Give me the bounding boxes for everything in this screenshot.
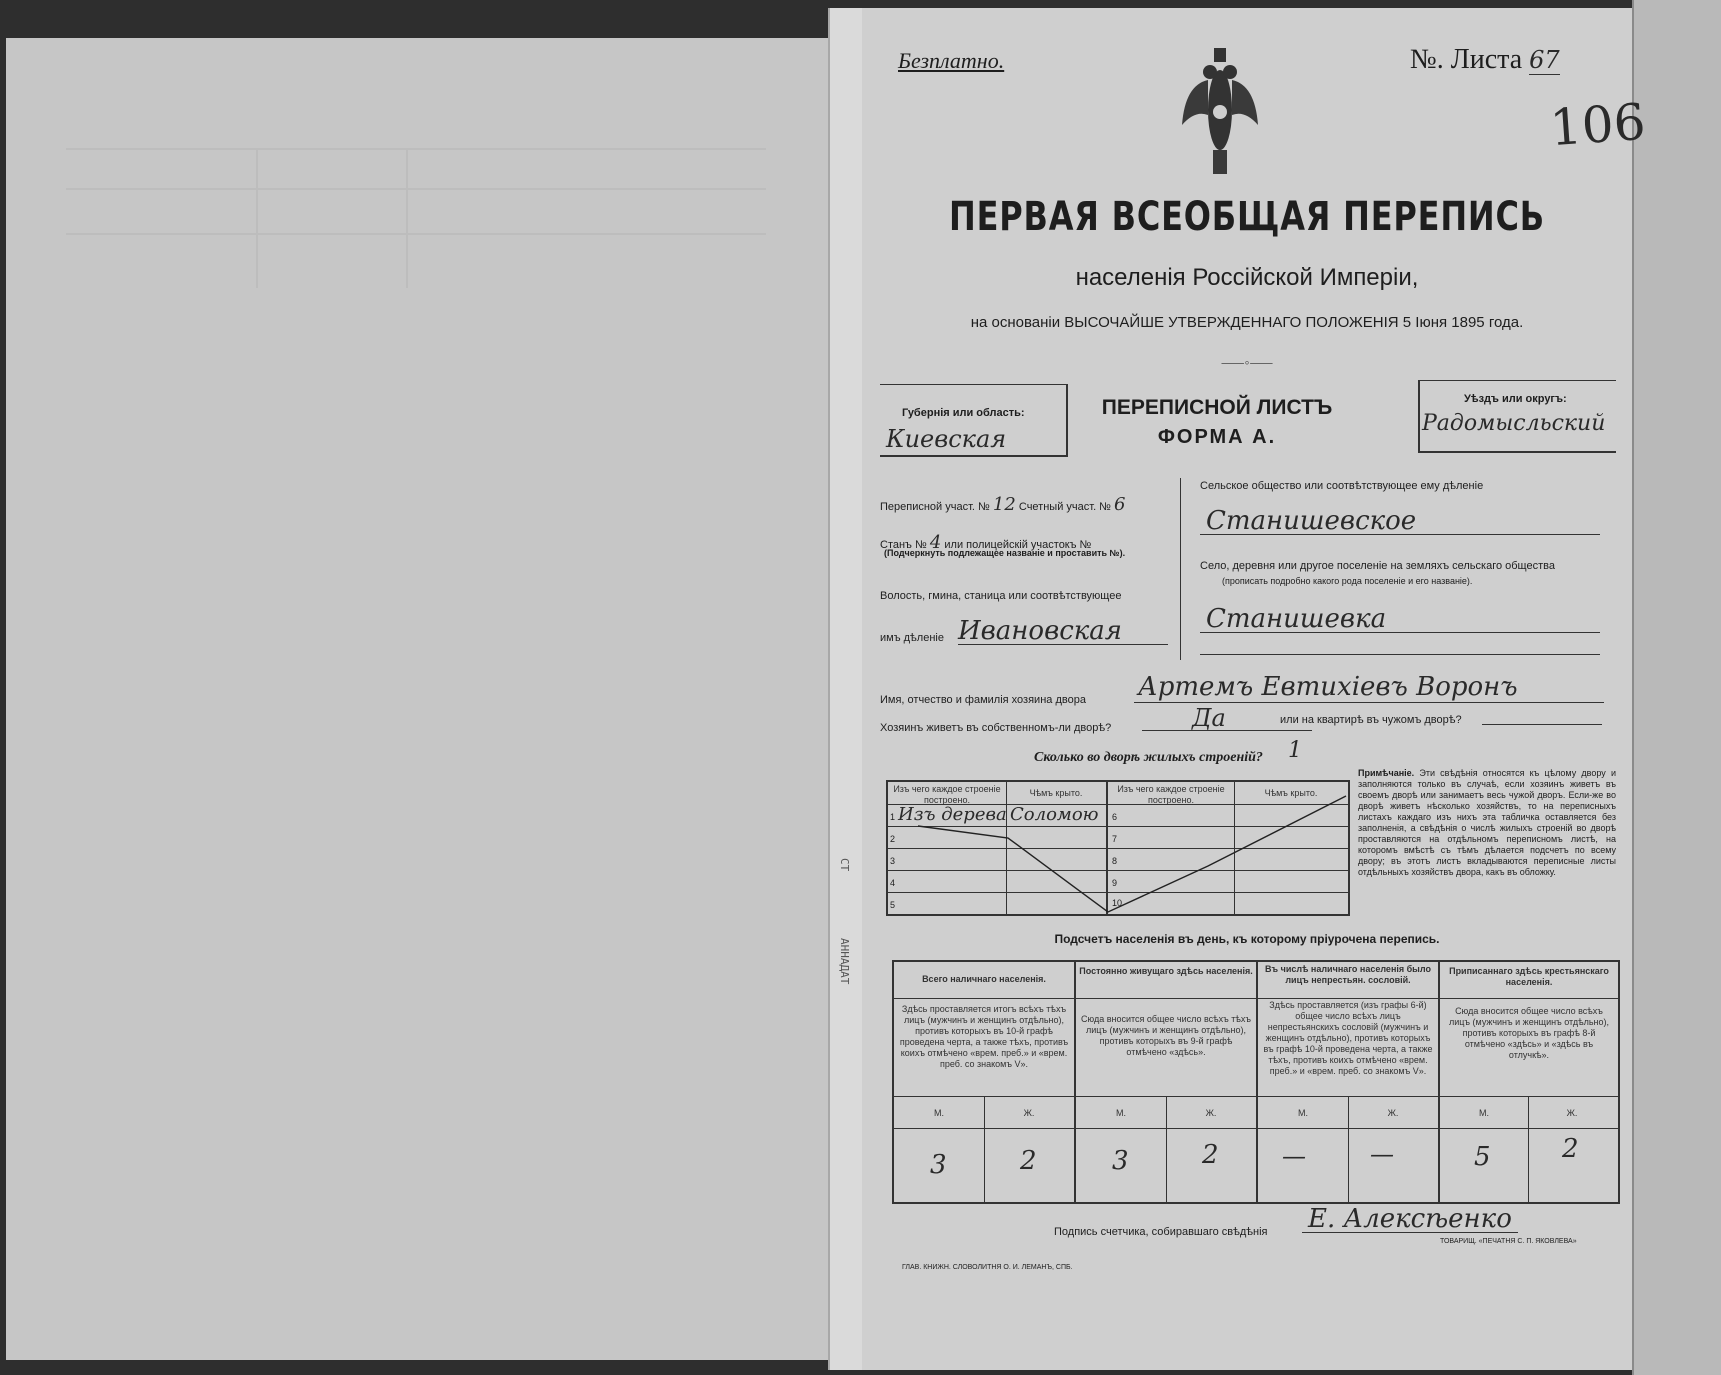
owner-underline: [1134, 702, 1604, 703]
row-number: 6: [1112, 812, 1118, 822]
volost-label-1: Волость, гмина, станица или соотвѣтствующее: [880, 590, 1122, 602]
count-col1-m-label: М.: [934, 1108, 944, 1118]
material-header-2: Изъ чего каждое строеніе построено.: [1117, 784, 1225, 805]
row1-material: Изъ дерева: [898, 804, 1007, 825]
count-col1-desc: Здѣсь проставляется итогъ всѣхъ тѣхъ лицъ (мужчинъ и женщинъ отдѣльно), противъ которыхъ въ 10-й графѣ проведена черта, а также тѣхъ, противъ коихъ отмѣчено «врем. преб.» и «врем. преб. со знакомъ V».: [899, 1004, 1069, 1069]
selo-note: (прописать подробно какого рода поселеніе и его названіе).: [1222, 576, 1473, 586]
count-col4-m-value: 5: [1474, 1142, 1491, 1172]
archive-number: 106: [1548, 92, 1648, 158]
count-col4-m-label: М.: [1479, 1108, 1489, 1118]
buildings-value: 1: [1288, 738, 1302, 763]
count-col3-header: Въ числѣ наличнаго населенія было лицъ непрестьян. сословій.: [1265, 964, 1431, 985]
census-title: ПЕРВАЯ ВСЕОБЩАЯ ПЕРЕПИСЬ: [949, 194, 1545, 240]
count-col3-desc: Здѣсь проставляется (изъ графы 6-й) общее число всѣхъ лицъ непрестьянскихъ сословій (мужчинъ и женщинъ отдѣльно), противъ которыхъ въ графѣ 10-й проведена черта, а также тѣхъ, противъ коихъ отмѣчено «врем. преб.» и «врем. преб. со знакомъ V».: [1263, 1000, 1433, 1076]
gubernia-box: [880, 384, 1068, 457]
sheet-number-label: №. Листа 67: [1410, 44, 1560, 75]
owner-value: Артемъ Евтихіевъ Воронъ: [1138, 672, 1518, 702]
perepis-uch-field: Переписной участ. № 12 Счетный участ. № 6: [880, 494, 1126, 515]
gubernia-label: Губернія или область:: [902, 407, 1025, 419]
cancel-stroke: [888, 782, 1348, 914]
gubernia-value: Киевская: [886, 425, 1007, 453]
selo-underline: [1200, 632, 1600, 633]
spine-label: АННАДАТ: [838, 938, 851, 985]
signature-underline: [1302, 1232, 1518, 1233]
count-title: Подсчетъ населенія въ день, къ которому пріурочена перепись.: [1054, 932, 1440, 946]
count-col1-m-value: 3: [930, 1150, 947, 1180]
count-col3-f-label: Ж.: [1387, 1108, 1399, 1118]
own-yard-value: Да: [1192, 704, 1226, 732]
volost-label-2: имъ дѣленіе: [880, 632, 944, 644]
count-col2-m-value: 3: [1112, 1146, 1129, 1176]
stan-field: Станъ № 4 или полицейскій участокъ №: [880, 532, 1092, 553]
count-col1-f-label: Ж.: [1023, 1108, 1035, 1118]
buildings-label: Сколько во дворѣ жилыхъ строеній?: [1034, 750, 1263, 765]
rent-label: или на квартирѣ въ чужомъ дворѣ?: [1280, 714, 1462, 726]
count-col3-m-value: —: [1282, 1142, 1306, 1170]
row-number: 10: [1112, 898, 1123, 908]
row-number: 7: [1112, 834, 1118, 844]
sheet-number-value: 67: [1529, 46, 1560, 74]
buildings-table: [886, 780, 1350, 916]
volost-underline: [958, 644, 1168, 645]
field-column-divider: [1180, 478, 1181, 660]
census-form-page: [862, 8, 1648, 1370]
population-count-table: [892, 960, 1620, 1204]
roof-header: Чѣмъ крыто.: [1029, 788, 1083, 798]
row-number: 9: [1112, 878, 1118, 888]
count-col4-header: Приписаннаго здѣсь крестьянскаго населенія.: [1449, 966, 1609, 987]
count-col3-m-label: М.: [1298, 1108, 1308, 1118]
count-col3-f-value: —: [1370, 1140, 1394, 1168]
roof-header-2: Чѣмъ крыто.: [1264, 788, 1318, 798]
row-number: 1: [890, 812, 896, 822]
imprint-left: ГЛАВ. КНИЖН. СЛОВОЛИТНЯ О. И. ЛЕМАНЪ, СПБ.: [902, 1264, 1073, 1271]
selsk-underline: [1200, 534, 1600, 535]
row-number: 5: [890, 900, 896, 910]
uezd-label: Уѣздъ или округъ:: [1464, 393, 1567, 405]
count-col2-f-value: 2: [1202, 1140, 1219, 1170]
uezd-value: Радомысльский: [1422, 411, 1606, 436]
count-col1-f-value: 2: [1020, 1146, 1037, 1176]
count-col4-f-label: Ж.: [1566, 1108, 1578, 1118]
binding-spine: [828, 8, 866, 1370]
imprint-right: ТОВАРИЩ. «ПЕЧАТНЯ С. П. ЯКОВЛЕВА»: [1440, 1238, 1577, 1245]
count-col2-header: Постоянно живущаго здѣсь населенія.: [1079, 966, 1253, 976]
rent-underline: [1482, 724, 1602, 725]
count-col4-f-value: 2: [1562, 1134, 1579, 1164]
row-number: 8: [1112, 856, 1118, 866]
free-label: Безплатно.: [898, 48, 1005, 73]
selsk-label: Сельское общество или соотвѣтствующее ему дѣленіе: [1200, 480, 1484, 492]
table-note: Примѣчаніе. Эти свѣдѣнія относятся къ цѣлому двору и заполняются только въ случаѣ, если хозяинъ живетъ въ своемъ дворѣ или занимаетъ весь чужой дворъ. Если-же во дворѣ живетъ нѣсколько хозяйствъ, то на переписныхъ листахъ каждаго изъ нихъ эта табличка оставляется без заполненія, а свѣдѣнія о числѣ жилыхъ строеній во дворѣ проставляются на отдѣльномъ переписномъ листѣ, на которомъ вмѣстѣ съ тѣмъ дѣлается подсчетъ по всему двору; въ этотъ листъ вкладываются переписные листы отдѣльныхъ хозяйствъ двора, какъ въ обложку.: [1358, 768, 1616, 877]
row-number: 4: [890, 878, 896, 888]
census-basis: на основаніи ВЫСОЧАЙШЕ УТВЕРЖДЕННАГО ПОЛОЖЕНІЯ 5 Іюня 1895 года.: [970, 314, 1524, 331]
count-col2-desc: Сюда вносится общее число всѣхъ тѣхъ лицъ (мужчинъ и женщинъ отдѣльно), противъ которыхъ въ 9-й графѣ отмѣчено «здѣсь».: [1080, 1014, 1252, 1057]
selsk-value: Станишевское: [1206, 506, 1417, 536]
uezd-box: [1418, 380, 1616, 453]
volost-value: Ивановская: [958, 616, 1123, 646]
census-subtitle: населенія Россійской Имперіи,: [1075, 264, 1419, 291]
row1-roof: Соломою: [1010, 804, 1099, 825]
page-stack-edge: [1632, 0, 1721, 1375]
left-facing-page: [6, 38, 829, 1360]
double-eagle-emblem: [1180, 40, 1260, 180]
selo-underline-2: [1200, 654, 1600, 655]
material-header: Изъ чего каждое строеніе построено.: [893, 784, 1001, 805]
selo-value: Станишевка: [1206, 604, 1387, 634]
own-yard-underline: [1142, 730, 1312, 731]
form-type: ФОРМА А.: [1157, 426, 1277, 448]
count-col2-m-label: М.: [1116, 1108, 1126, 1118]
row-number: 2: [890, 834, 896, 844]
signature-label: Подпись счетчика, собиравшаго свѣдѣнія: [1054, 1226, 1268, 1238]
signature-value: Е. Алексѣенко: [1308, 1204, 1512, 1234]
count-col1-header: Всего наличнаго населенія.: [922, 974, 1046, 984]
form-name: ПЕРЕПИСНОЙ ЛИСТЪ: [1101, 396, 1333, 419]
spine-label: СТ: [838, 858, 851, 872]
selo-label: Село, деревня или другое поселеніе на земляхъ сельскаго общества: [1200, 560, 1555, 572]
count-col4-desc: Сюда вносится общее число всѣхъ лицъ (мужчинъ и женщинъ отдѣльно), противъ которыхъ въ графѣ 8-й отмѣчено «здѣсь» и «здѣсь въ отлучкѣ».: [1448, 1006, 1610, 1060]
underline-note: (Подчеркнуть подлежащее названіе и проставить №).: [884, 548, 1126, 558]
ornament-divider: ⸺◦⸺: [1220, 354, 1274, 370]
owner-label: Имя, отчество и фамилія хозяина двора: [880, 694, 1086, 706]
own-yard-label: Хозяинъ живетъ въ собственномъ-ли дворѣ?: [880, 722, 1112, 734]
row-number: 3: [890, 856, 896, 866]
count-col2-f-label: Ж.: [1205, 1108, 1217, 1118]
